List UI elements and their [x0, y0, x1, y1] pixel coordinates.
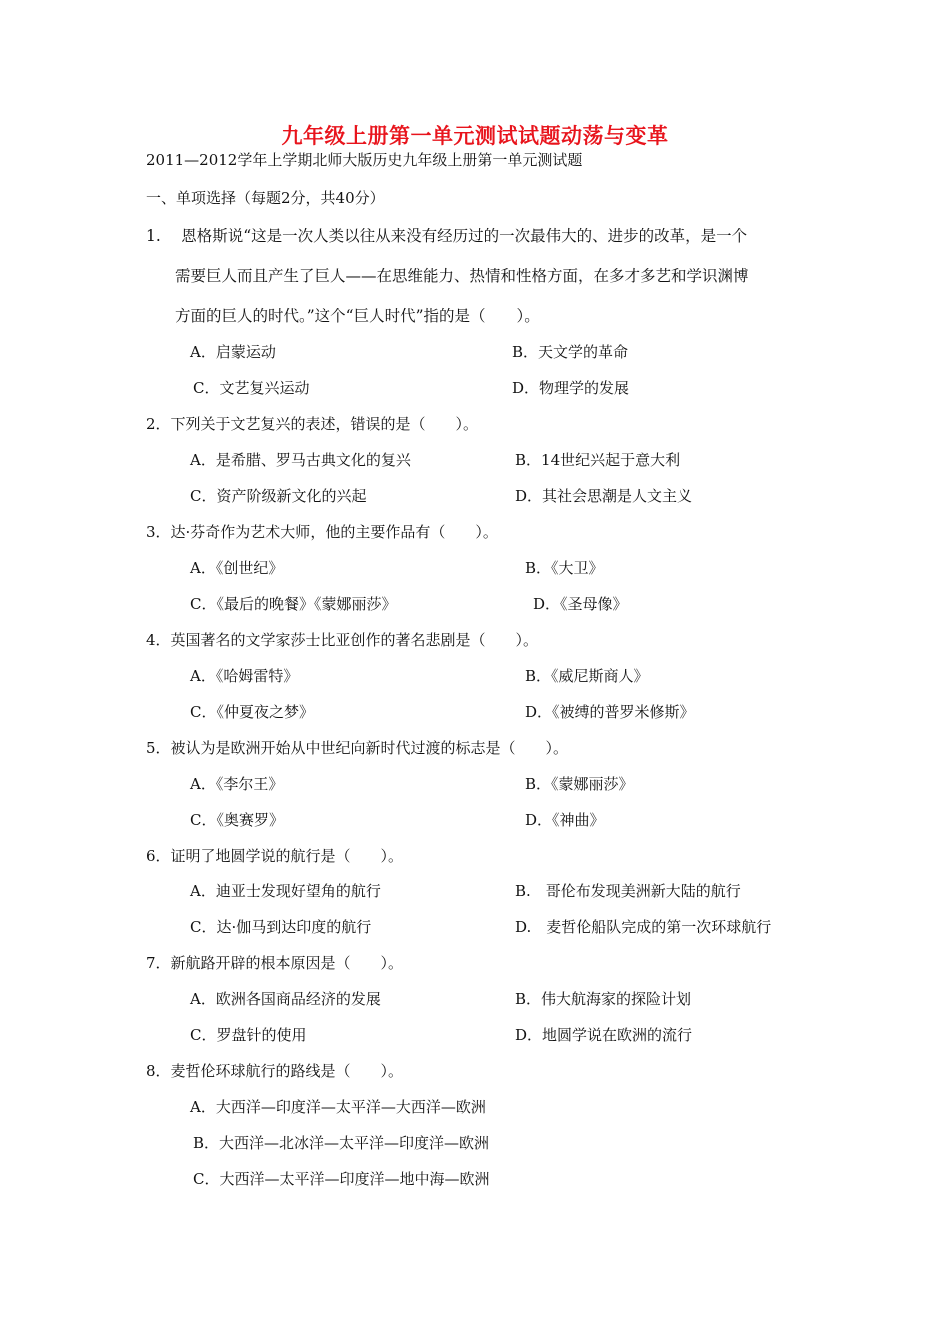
question-2-stem: 2．下列关于文艺复兴的表述，错误的是（ ）。: [146, 415, 479, 433]
question-4-stem: 4．英国著名的文学家莎士比亚创作的著名悲剧是（ ）。: [146, 631, 539, 649]
question-3-option-d: D．《圣母像》: [533, 595, 628, 613]
question-7-option-c: C．罗盘针的使用: [190, 1026, 307, 1044]
question-2-option-d: D．其社会思潮是人文主义: [515, 487, 693, 505]
question-4-option-c: C．《仲夏夜之梦》: [190, 703, 314, 721]
question-3-option-a: A．《创世纪》: [190, 559, 284, 577]
question-1-option-b: B．天文学的革命: [512, 343, 629, 361]
document-title: 九年级上册第一单元测试试题动荡与变革: [281, 123, 669, 148]
question-8-option-c: C．大西洋—太平洋—印度洋—地中海—欧洲: [193, 1170, 490, 1188]
question-1-option-c: C．文艺复兴运动: [193, 379, 310, 397]
question-7-option-b: B．伟大航海家的探险计划: [515, 990, 692, 1008]
question-6-stem: 6．证明了地圆学说的航行是（ ）。: [146, 847, 404, 865]
question-1-line-2: 需要巨人而且产生了巨人——在思维能力、热情和性格方面，在多才多艺和学识渊博: [175, 267, 749, 285]
question-6-option-c: C．达·伽马到达印度的航行: [190, 918, 372, 936]
question-4-option-a: A．《哈姆雷特》: [190, 667, 299, 685]
question-8-option-a: A．大西洋—印度洋—太平洋—大西洋—欧洲: [190, 1098, 486, 1116]
question-4-option-b: B．《威尼斯商人》: [525, 667, 649, 685]
question-8-stem: 8．麦哲伦环球航行的路线是（ ）。: [146, 1062, 404, 1080]
question-6-option-b: B. 哥伦布发现美洲新大陆的航行: [515, 882, 741, 900]
question-1-line-3: 方面的巨人的时代。”这个“巨人时代”指的是（ ）。: [175, 307, 540, 325]
section-heading: 一、单项选择（每题2分，共40分）: [146, 189, 385, 207]
question-5-stem: 5．被认为是欧洲开始从中世纪向新时代过渡的标志是（ ）。: [146, 739, 569, 757]
question-5-option-b: B．《蒙娜丽莎》: [525, 775, 634, 793]
question-1-option-a: A．启蒙运动: [190, 343, 276, 361]
question-7-option-a: A．欧洲各国商品经济的发展: [190, 990, 381, 1008]
question-5-option-a: A．《李尔王》: [190, 775, 284, 793]
question-7-option-d: D．地圆学说在欧洲的流行: [515, 1026, 693, 1044]
question-8-option-b: B．大西洋—北冰洋—太平洋—印度洋—欧洲: [193, 1134, 490, 1152]
question-1-line-1: 1. 恩格斯说“这是一次人类以往从来没有经历过的一次最伟大的、进步的改革，是一个: [146, 227, 748, 245]
question-2-option-c: C．资产阶级新文化的兴起: [190, 487, 367, 505]
question-7-stem: 7．新航路开辟的根本原因是（ ）。: [146, 954, 404, 972]
question-6-option-a: A．迪亚士发现好望角的航行: [190, 882, 381, 900]
question-6-option-d: D. 麦哲伦船队完成的第一次环球航行: [515, 918, 772, 936]
question-5-option-c: C．《奥赛罗》: [190, 811, 284, 829]
question-3-option-c: C．《最后的晚餐》《蒙娜丽莎》: [190, 595, 397, 613]
question-2-option-a: A．是希腊、罗马古典文化的复兴: [190, 451, 411, 469]
question-1-option-d: D．物理学的发展: [512, 379, 630, 397]
question-3-option-b: B．《大卫》: [525, 559, 604, 577]
subtitle: 2011—2012学年上学期北师大版历史九年级上册第一单元测试题: [146, 151, 583, 169]
question-4-option-d: D．《被缚的普罗米修斯》: [525, 703, 695, 721]
question-2-option-b: B．14世纪兴起于意大利: [515, 451, 681, 469]
question-3-stem: 3．达·芬奇作为艺术大师，他的主要作品有（ ）。: [146, 523, 498, 541]
question-5-option-d: D．《神曲》: [525, 811, 605, 829]
